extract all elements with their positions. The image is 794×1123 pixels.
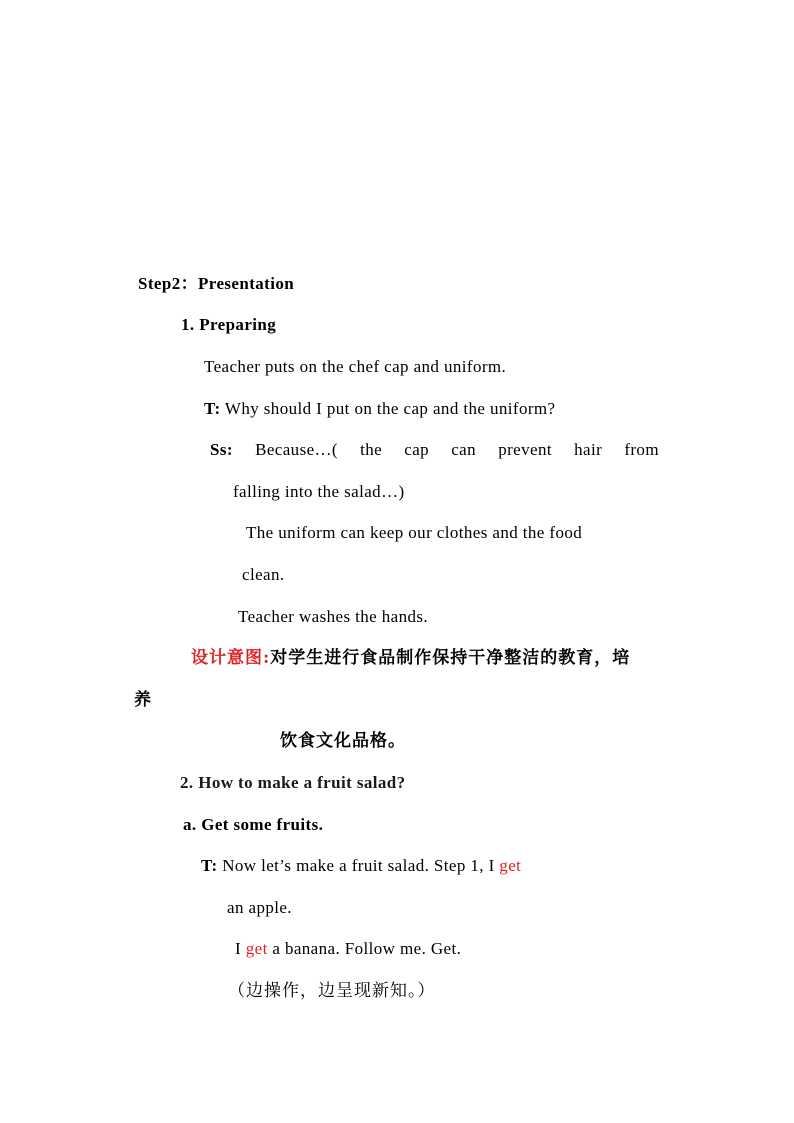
preparing-line-1: Teacher puts on the chef cap and uniform. <box>204 357 507 376</box>
answer-word: hair <box>574 440 603 459</box>
design-intent-continuation-2: 饮食文化品格。 <box>280 731 406 751</box>
students-answer-continuation: falling into the salad…) <box>233 482 405 501</box>
section2-sub-a: a. Get some fruits. <box>183 815 324 834</box>
teacher-label: T: <box>201 856 218 875</box>
design-intent-text: 对学生进行食品制作保持干净整洁的教育，培 <box>270 648 631 668</box>
section1-title: 1. Preparing <box>181 315 277 334</box>
teacher-instruction-line <box>201 856 521 876</box>
uniform-line: The uniform can keep our clothes and the food <box>246 523 583 542</box>
answer-word: prevent <box>498 440 552 459</box>
washes-hands-line: Teacher washes the hands. <box>238 607 429 626</box>
step2-heading: Step2：Presentation <box>138 274 295 293</box>
teacher-instruction-text: Now let’s make a fruit salad. Step 1, I <box>222 856 495 875</box>
banana-line <box>235 939 461 959</box>
answer-word: cap <box>404 440 430 459</box>
students-answer-line <box>210 440 659 460</box>
teacher-label: T: <box>204 399 221 418</box>
design-intent-label: 设计意图: <box>191 648 271 668</box>
highlight-word-get: get <box>499 856 522 875</box>
clean-line: clean. <box>242 565 285 584</box>
teacher-question-text: Why should I put on the cap and the uniform? <box>224 399 556 418</box>
section2-title: 2. How to make a fruit salad? <box>180 773 406 792</box>
apple-line: an apple. <box>227 898 292 917</box>
answer-word: from <box>624 440 659 459</box>
answer-word: the <box>360 440 383 459</box>
banana-line-pronoun: I <box>235 939 242 958</box>
operation-note: （边操作，边呈现新知。） <box>228 981 436 1001</box>
teacher-question-line <box>204 399 556 419</box>
answer-word: can <box>451 440 477 459</box>
design-intent-line <box>191 648 630 668</box>
design-intent-continuation-1: 养 <box>134 690 152 710</box>
answer-word: Because…( <box>255 440 338 459</box>
banana-line-text: a banana. Follow me. Get. <box>272 939 462 958</box>
highlight-word-get: get <box>245 939 268 958</box>
students-label: Ss: <box>210 440 233 459</box>
